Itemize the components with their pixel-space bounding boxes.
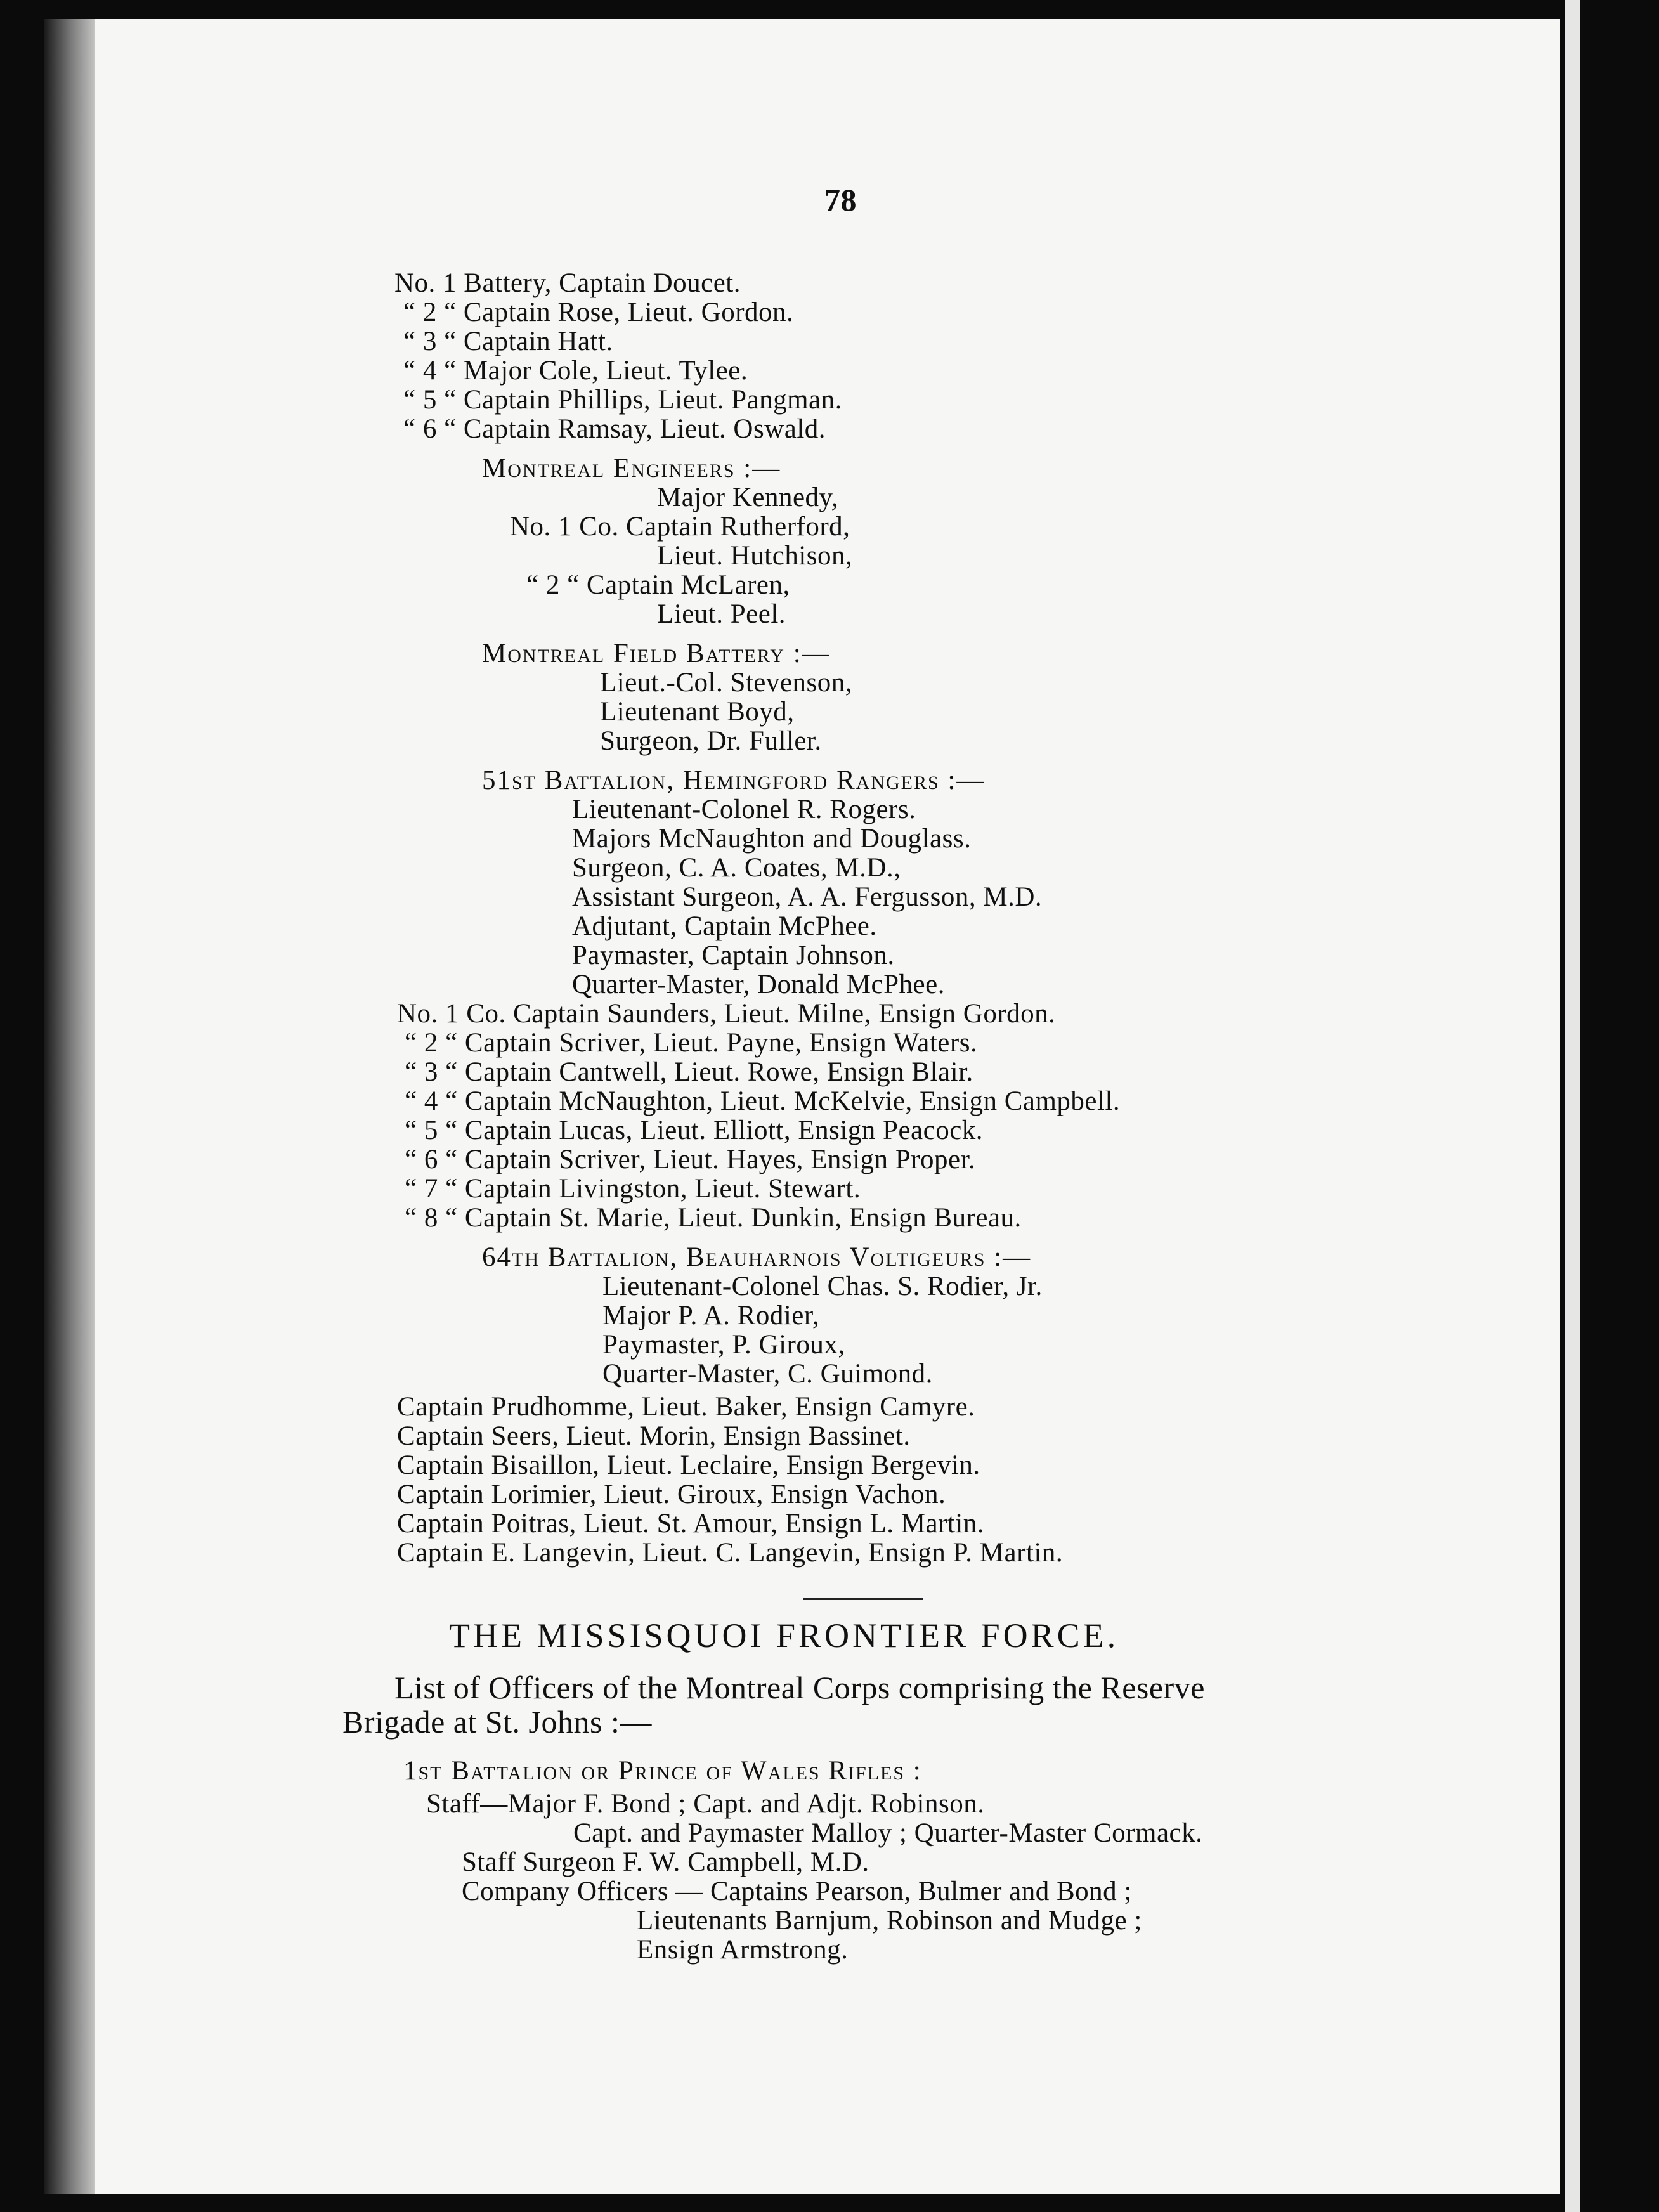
- text-line: Captain Bisaillon, Lieut. Leclaire, Ensign Bergevin.: [397, 1450, 980, 1480]
- text-line: “ 7 “ Captain Livingston, Lieut. Stewart.: [405, 1174, 861, 1204]
- text-line: Paymaster, P. Giroux,: [602, 1330, 845, 1360]
- text-line: “ 3 “ Captain Hatt.: [403, 327, 613, 356]
- text-line: No. 1 Co. Captain Saunders, Lieut. Milne, Ensign Gordon.: [397, 999, 1056, 1029]
- text-line: “ 6 “ Captain Ramsay, Lieut. Oswald.: [403, 414, 826, 444]
- text-line: Brigade at St. Johns :—: [342, 1704, 652, 1740]
- text-line: “ 3 “ Captain Cantwell, Lieut. Rowe, Ensign Blair.: [405, 1057, 973, 1087]
- text-line: “ 6 “ Captain Scriver, Lieut. Hayes, Ensign Proper.: [405, 1145, 976, 1174]
- text-line: Staff Surgeon F. W. Campbell, M.D.: [462, 1847, 869, 1877]
- section-title: THE MISSISQUOI FRONTIER FORCE.: [449, 1617, 1119, 1655]
- text-line: Lieutenant-Colonel R. Rogers.: [572, 795, 916, 824]
- text-line: Majors McNaughton and Douglass.: [572, 824, 972, 854]
- text-line: “ 4 “ Captain McNaughton, Lieut. McKelvie, Ensign Campbell.: [405, 1086, 1121, 1116]
- text-line: Captain Seers, Lieut. Morin, Ensign Bassinet.: [397, 1421, 911, 1451]
- section-heading: 64th Battalion, Beauharnois Voltigeurs :—: [482, 1242, 1032, 1272]
- section-divider: [803, 1598, 923, 1600]
- text-line: Lieutenants Barnjum, Robinson and Mudge ;: [637, 1906, 1142, 1935]
- text-line: “ 2 “ Captain McLaren,: [526, 570, 790, 600]
- text-line: List of Officers of the Montreal Corps comprising the Reserve: [394, 1670, 1205, 1705]
- text-line: Paymaster, Captain Johnson.: [572, 940, 895, 970]
- text-line: Major Kennedy,: [657, 483, 839, 512]
- text-line: Captain Poitras, Lieut. St. Amour, Ensign L. Martin.: [397, 1509, 985, 1539]
- text-line: Surgeon, Dr. Fuller.: [600, 726, 822, 756]
- text-line: Captain Prudhomme, Lieut. Baker, Ensign Camyre.: [397, 1392, 975, 1422]
- text-line: “ 2 “ Captain Scriver, Lieut. Payne, Ensign Waters.: [405, 1028, 978, 1058]
- text-line: No. 1 Co. Captain Rutherford,: [510, 512, 850, 542]
- text-line: Staff—Major F. Bond ; Capt. and Adjt. Robinson.: [426, 1789, 985, 1819]
- text-line: Lieutenant Boyd,: [600, 697, 795, 727]
- text-line: “ 8 “ Captain St. Marie, Lieut. Dunkin, Ensign Bureau.: [405, 1203, 1022, 1233]
- text-line: “ 5 “ Captain Lucas, Lieut. Elliott, Ensign Peacock.: [405, 1116, 984, 1145]
- section-heading: Montreal Engineers :—: [482, 453, 781, 483]
- section-heading: 1st Battalion or Prince of Wales Rifles :: [403, 1756, 922, 1786]
- text-line: Company Officers — Captains Pearson, Bulmer and Bond ;: [462, 1877, 1132, 1906]
- text-line: Captain E. Langevin, Lieut. C. Langevin, Ensign P. Martin.: [397, 1538, 1064, 1568]
- text-line: Assistant Surgeon, A. A. Fergusson, M.D.: [572, 882, 1043, 912]
- page-number: 78: [824, 182, 857, 218]
- text-line: Adjutant, Captain McPhee.: [572, 911, 877, 941]
- text-line: “ 5 “ Captain Phillips, Lieut. Pangman.: [403, 385, 842, 415]
- text-line: Ensign Armstrong.: [637, 1935, 849, 1965]
- section-heading: Montreal Field Battery :—: [482, 639, 831, 668]
- section-heading: 51st Battalion, Hemingford Rangers :—: [482, 765, 986, 795]
- text-line: Lieut. Peel.: [657, 599, 786, 629]
- text-line: “ 4 “ Major Cole, Lieut. Tylee.: [403, 356, 748, 386]
- text-line: Lieut. Hutchison,: [657, 541, 853, 571]
- text-line: Quarter-Master, C. Guimond.: [602, 1359, 933, 1389]
- text-line: Captain Lorimier, Lieut. Giroux, Ensign Vachon.: [397, 1480, 946, 1509]
- text-line: Quarter-Master, Donald McPhee.: [572, 970, 945, 999]
- next-page-edge: [1565, 0, 1580, 2212]
- text-line: Lieutenant-Colonel Chas. S. Rodier, Jr.: [602, 1272, 1043, 1301]
- text-line: “ 2 “ Captain Rose, Lieut. Gordon.: [403, 297, 794, 327]
- text-line: Surgeon, C. A. Coates, M.D.,: [572, 853, 901, 883]
- text-line: Major P. A. Rodier,: [602, 1301, 820, 1330]
- text-line: Capt. and Paymaster Malloy ; Quarter-Master Cormack.: [573, 1818, 1203, 1848]
- text-line: Lieut.-Col. Stevenson,: [600, 668, 852, 698]
- text-line: No. 1 Battery, Captain Doucet.: [394, 268, 741, 298]
